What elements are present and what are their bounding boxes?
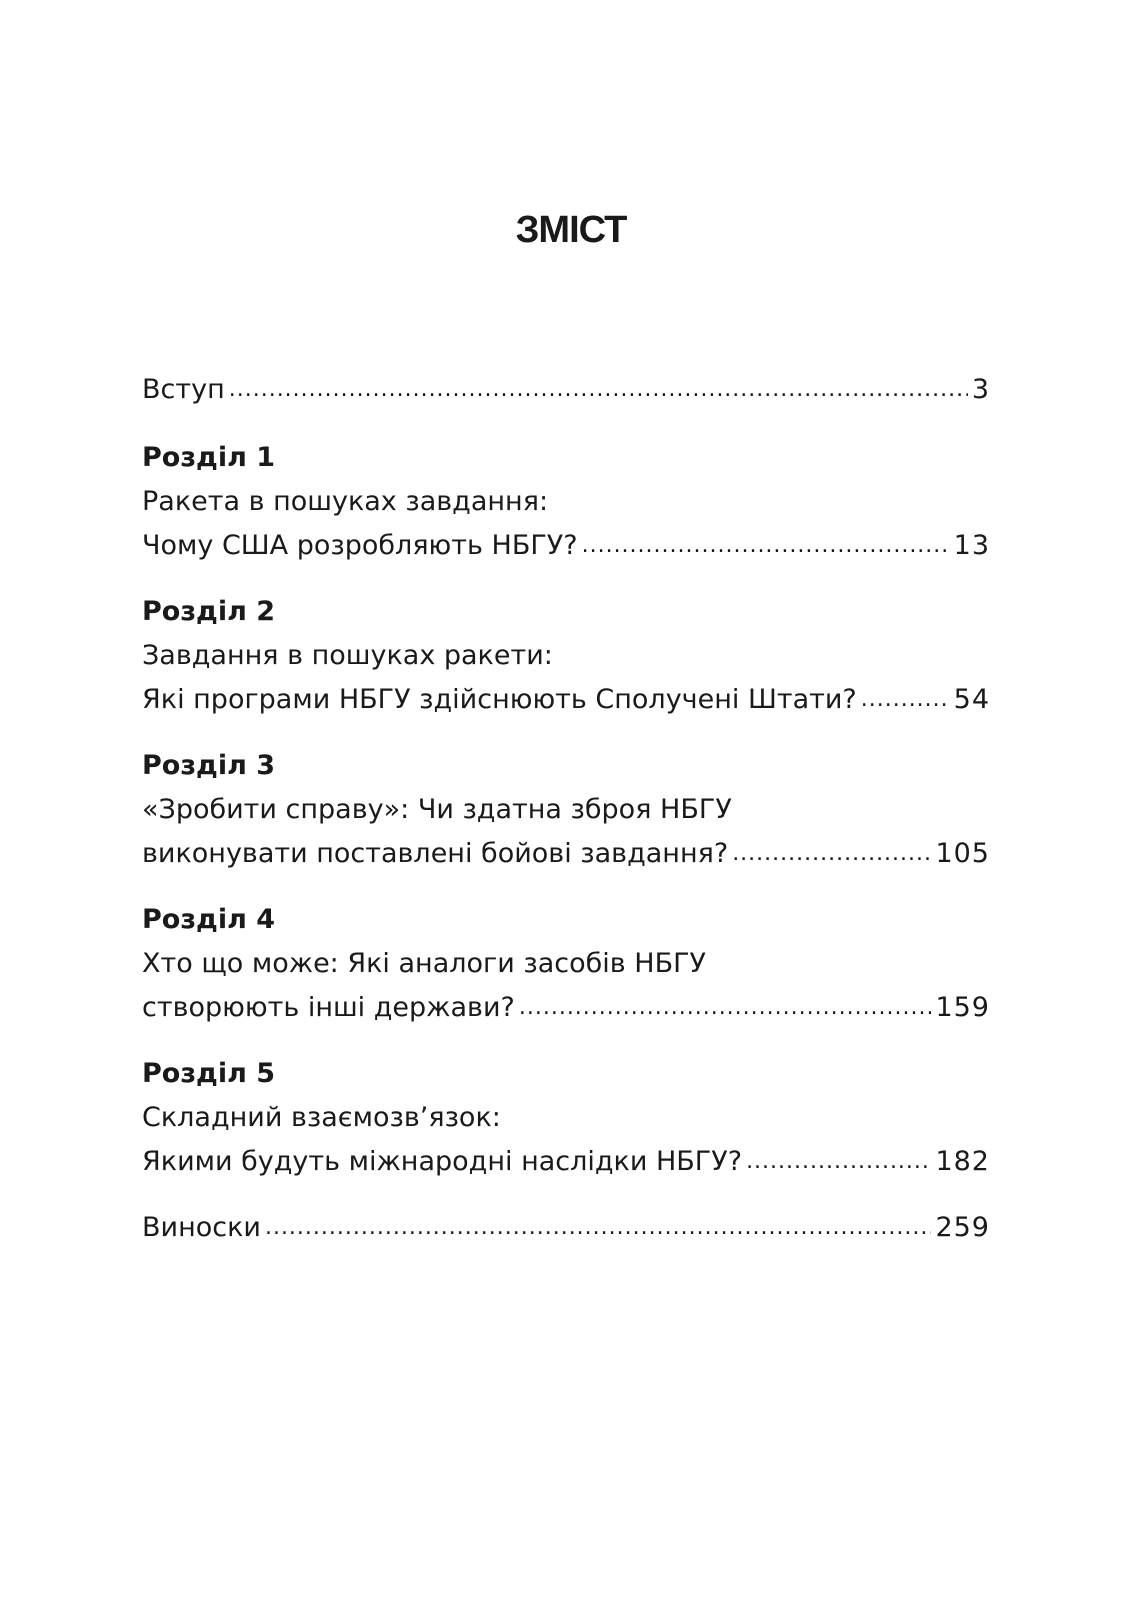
chapter-title-last-line: Які програми НБГУ здійснюють Сполучені Штати? — [142, 684, 857, 715]
dot-leader — [582, 522, 950, 568]
chapter-label: Розділ 5 — [142, 1058, 276, 1089]
dot-leader — [746, 1138, 931, 1184]
toc-entry-text: Вступ — [142, 374, 225, 405]
toc-line — [142, 524, 990, 568]
dot-leader — [519, 984, 932, 1030]
toc-line — [142, 368, 990, 412]
chapter-title-line: Складний взаємозв’язок: — [142, 1102, 501, 1133]
dot-leader — [732, 830, 931, 876]
chapter-label: Розділ 3 — [142, 750, 276, 781]
toc-page-number: 105 — [935, 838, 990, 869]
chapter-title-line: Хто що може: Які аналоги засобів НБГУ — [142, 948, 707, 979]
toc-page-number: 182 — [935, 1146, 990, 1177]
toc-entry-text: Виноски — [142, 1212, 261, 1243]
table-of-contents — [142, 368, 990, 1250]
toc-entry-endnotes[interactable] — [142, 1206, 990, 1250]
dot-leader — [229, 366, 968, 412]
toc-entry-intro[interactable] — [142, 368, 990, 412]
toc-page-number: 3 — [971, 374, 990, 405]
toc-page-number: 259 — [935, 1212, 990, 1243]
chapter-label: Розділ 4 — [142, 904, 276, 935]
chapter-title-last-line: виконувати поставлені бойові завдання? — [142, 838, 729, 869]
toc-entry-chapter-2[interactable] — [142, 590, 990, 722]
chapter-title-line: «Зробити справу»: Чи здатна зброя НБГУ — [142, 794, 732, 825]
toc-line — [142, 678, 990, 722]
toc-page-number: 159 — [935, 992, 990, 1023]
toc-line — [142, 832, 990, 876]
toc-entry-chapter-5[interactable] — [142, 1052, 990, 1184]
page-title: ЗМІСТ — [515, 209, 627, 251]
toc-entry-chapter-1[interactable] — [142, 436, 990, 568]
toc-page-number: 13 — [953, 530, 990, 561]
chapter-title-last-line: Чому США розробляють НБГУ? — [142, 530, 578, 561]
chapter-title-last-line: Якими будуть міжнародні наслідки НБГУ? — [142, 1146, 743, 1177]
chapter-title-line: Ракета в пошуках завдання: — [142, 486, 549, 517]
chapter-title-line: Завдання в пошуках ракети: — [142, 640, 553, 671]
toc-line — [142, 1206, 990, 1250]
chapter-label: Розділ 1 — [142, 442, 276, 473]
toc-line — [142, 986, 990, 1030]
dot-leader — [265, 1204, 932, 1250]
chapter-title-last-line: створюють інші держави? — [142, 992, 515, 1023]
dot-leader — [861, 676, 950, 722]
toc-entry-chapter-3[interactable] — [142, 744, 990, 876]
toc-page-number: 54 — [953, 684, 990, 715]
chapter-label: Розділ 2 — [142, 596, 276, 627]
toc-entry-chapter-4[interactable] — [142, 898, 990, 1030]
toc-line — [142, 1140, 990, 1184]
